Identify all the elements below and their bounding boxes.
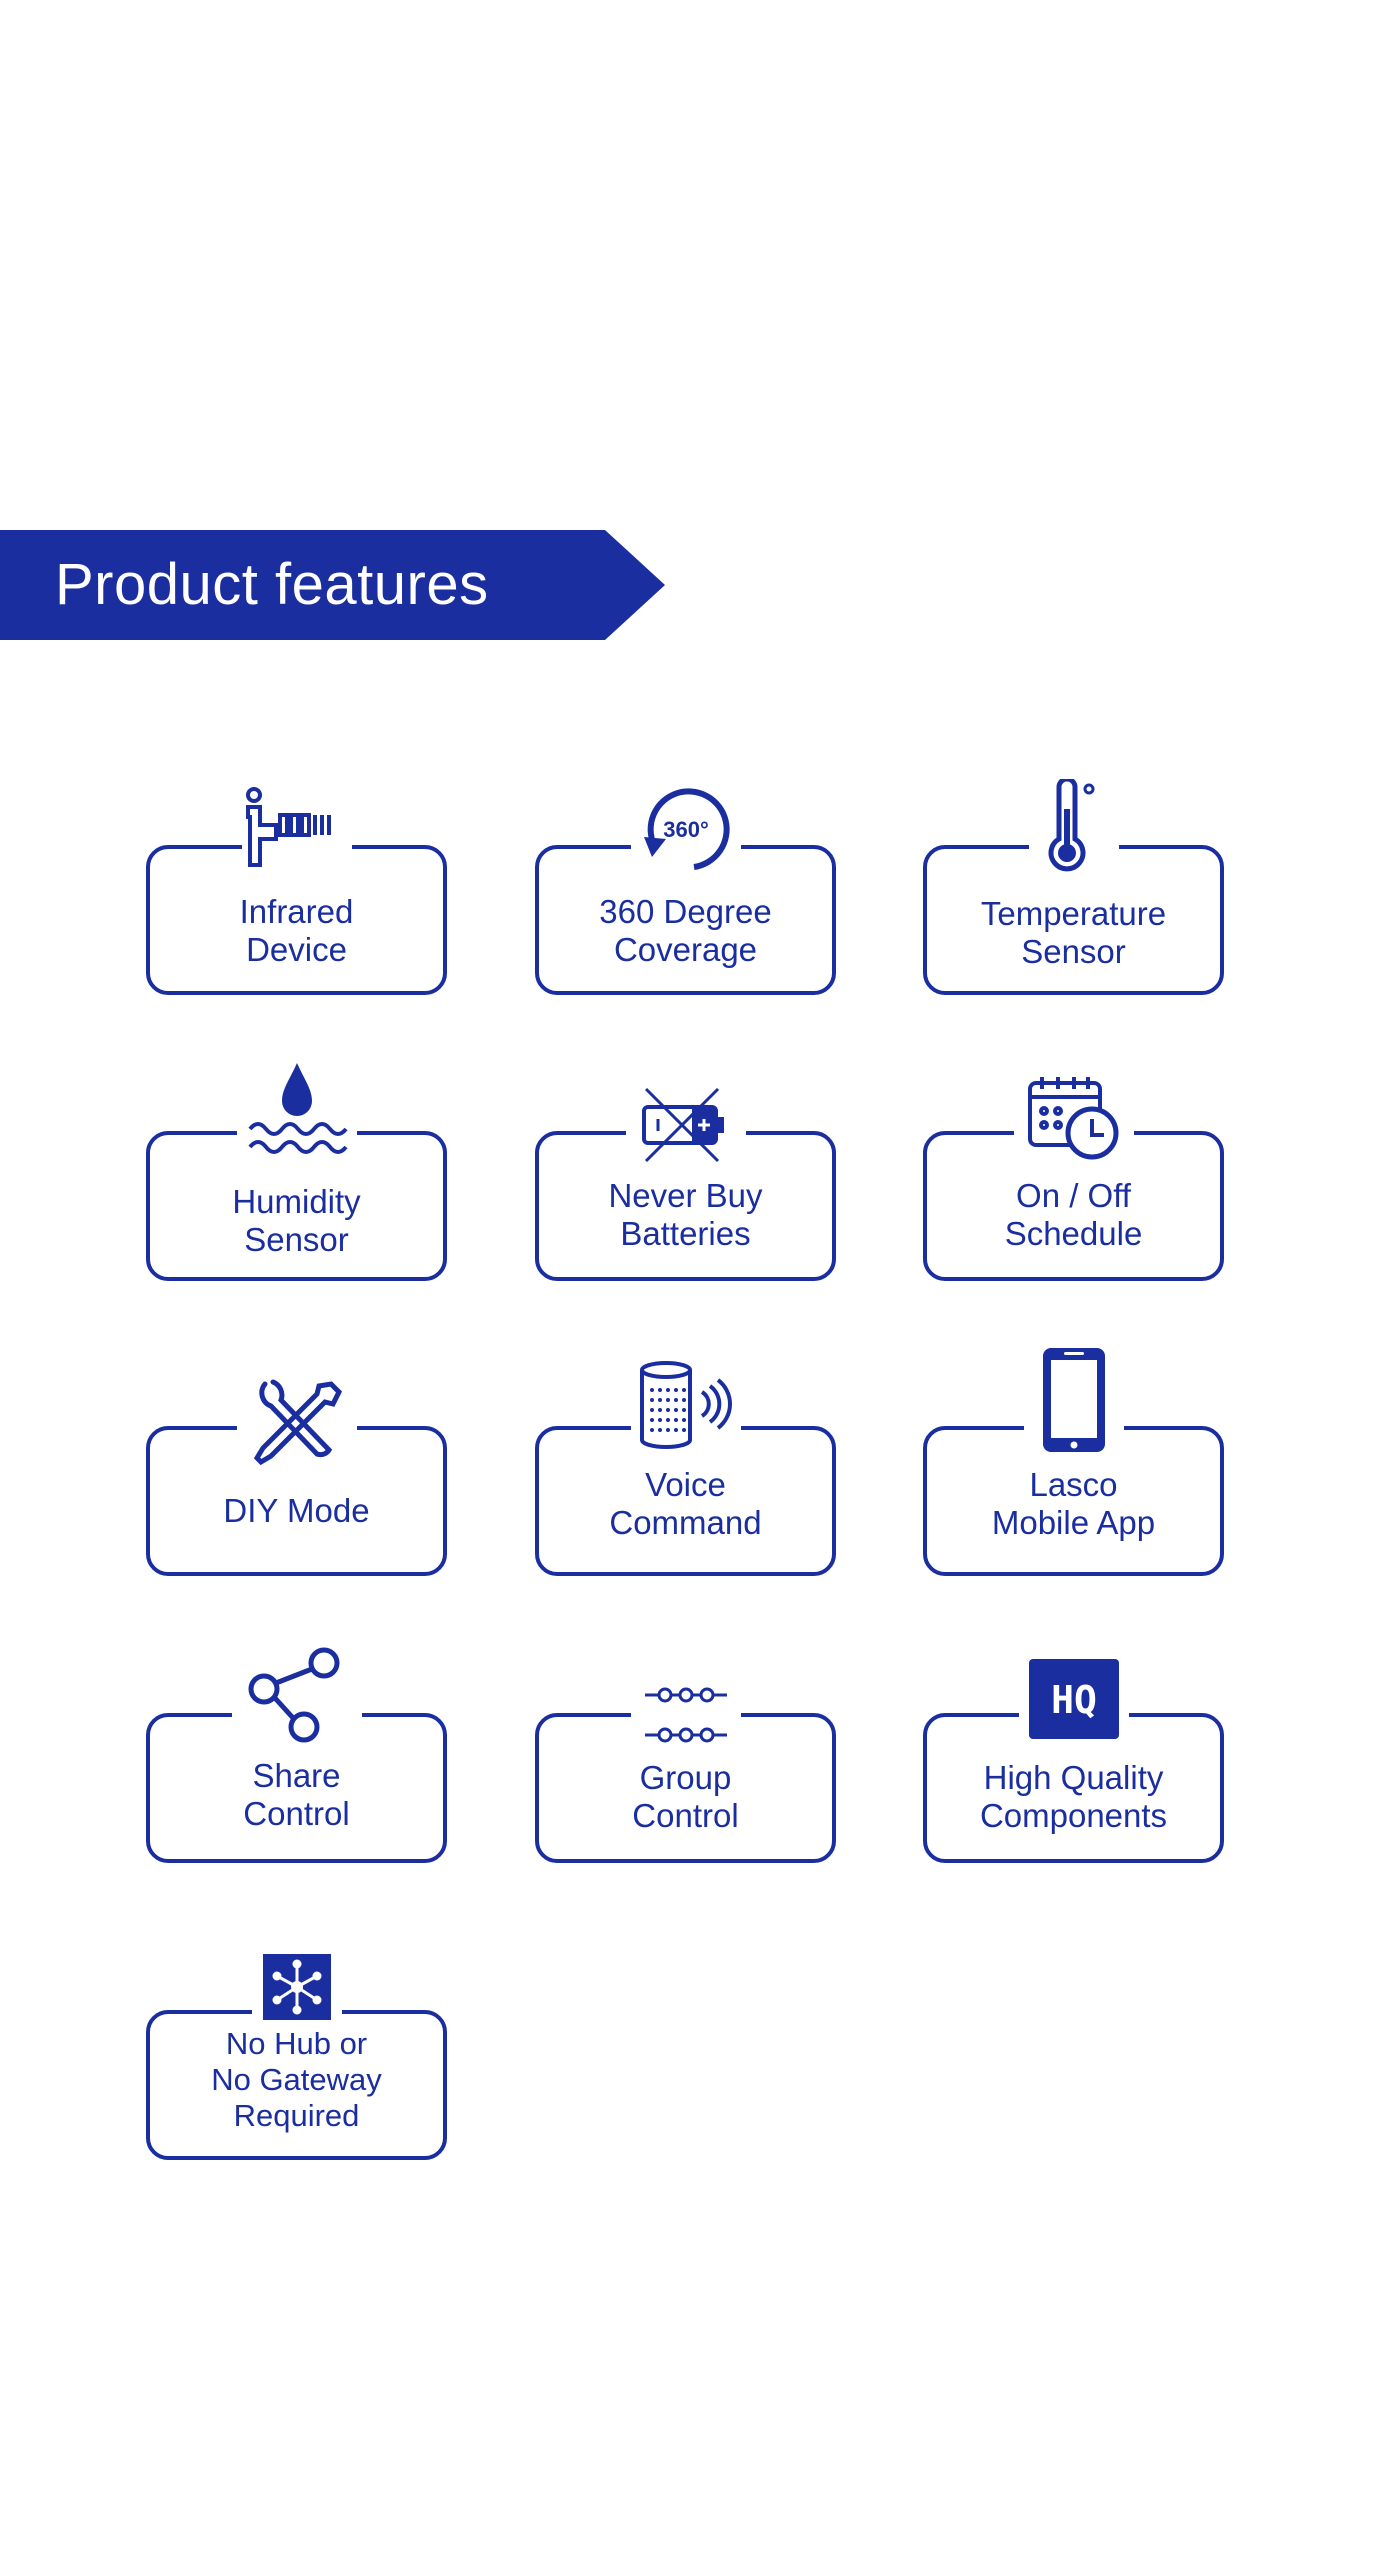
feature-card-voice-command xyxy=(535,1426,836,1576)
feature-card-humidity xyxy=(146,1131,447,1281)
feature-label: Group Control xyxy=(632,1759,739,1834)
thermometer-icon xyxy=(1039,779,1109,879)
feature-card-high-quality xyxy=(923,1678,1224,1863)
feature-card-360-coverage xyxy=(535,817,836,995)
feature-label: 360 Degree Coverage xyxy=(599,893,772,968)
hq-badge-icon xyxy=(1027,1657,1121,1741)
rotate-360-icon xyxy=(636,783,736,883)
tools-icon xyxy=(247,1376,347,1472)
feature-card-mobile-app xyxy=(923,1426,1224,1576)
calendar-clock-icon xyxy=(1024,1073,1124,1163)
feature-card-share-control xyxy=(146,1713,447,1863)
feature-label: Temperature Sensor xyxy=(980,895,1167,970)
infrared-sensor-icon xyxy=(242,787,352,877)
feature-label: On / Off Schedule xyxy=(1004,1177,1143,1252)
feature-label: Lasco Mobile App xyxy=(991,1466,1156,1541)
feature-card-no-hub xyxy=(146,2010,447,2160)
feature-label: Infrared Device xyxy=(239,893,354,968)
svg-text:HQ: HQ xyxy=(1050,1678,1097,1722)
feature-card-diy-mode xyxy=(146,1426,447,1576)
section-banner xyxy=(0,530,665,640)
svg-text:360°: 360° xyxy=(662,817,709,842)
hub-network-icon xyxy=(261,1952,333,2022)
feature-label: High Quality Components xyxy=(979,1759,1168,1834)
feature-card-infrared xyxy=(146,845,447,995)
feature-label: Humidity Sensor xyxy=(232,1183,361,1258)
smartphone-icon xyxy=(1039,1346,1109,1456)
feature-card-group-control xyxy=(535,1713,836,1863)
feature-label: Voice Command xyxy=(609,1466,762,1541)
share-icon xyxy=(242,1645,352,1745)
feature-label: Share Control xyxy=(243,1757,350,1832)
no-battery-icon xyxy=(636,1085,736,1165)
feature-card-batteries xyxy=(535,1131,836,1281)
group-nodes-icon xyxy=(641,1679,731,1749)
page-title: Product features xyxy=(55,552,489,617)
feature-card-schedule xyxy=(923,1131,1224,1281)
feature-card-temperature xyxy=(923,845,1224,995)
water-drop-icon xyxy=(242,1059,352,1169)
feature-label: No Hub or No Gateway Required xyxy=(211,2026,382,2133)
feature-label: Never Buy Batteries xyxy=(608,1177,763,1252)
feature-label: DIY Mode xyxy=(223,1492,370,1529)
smart-speaker-icon xyxy=(636,1360,736,1456)
